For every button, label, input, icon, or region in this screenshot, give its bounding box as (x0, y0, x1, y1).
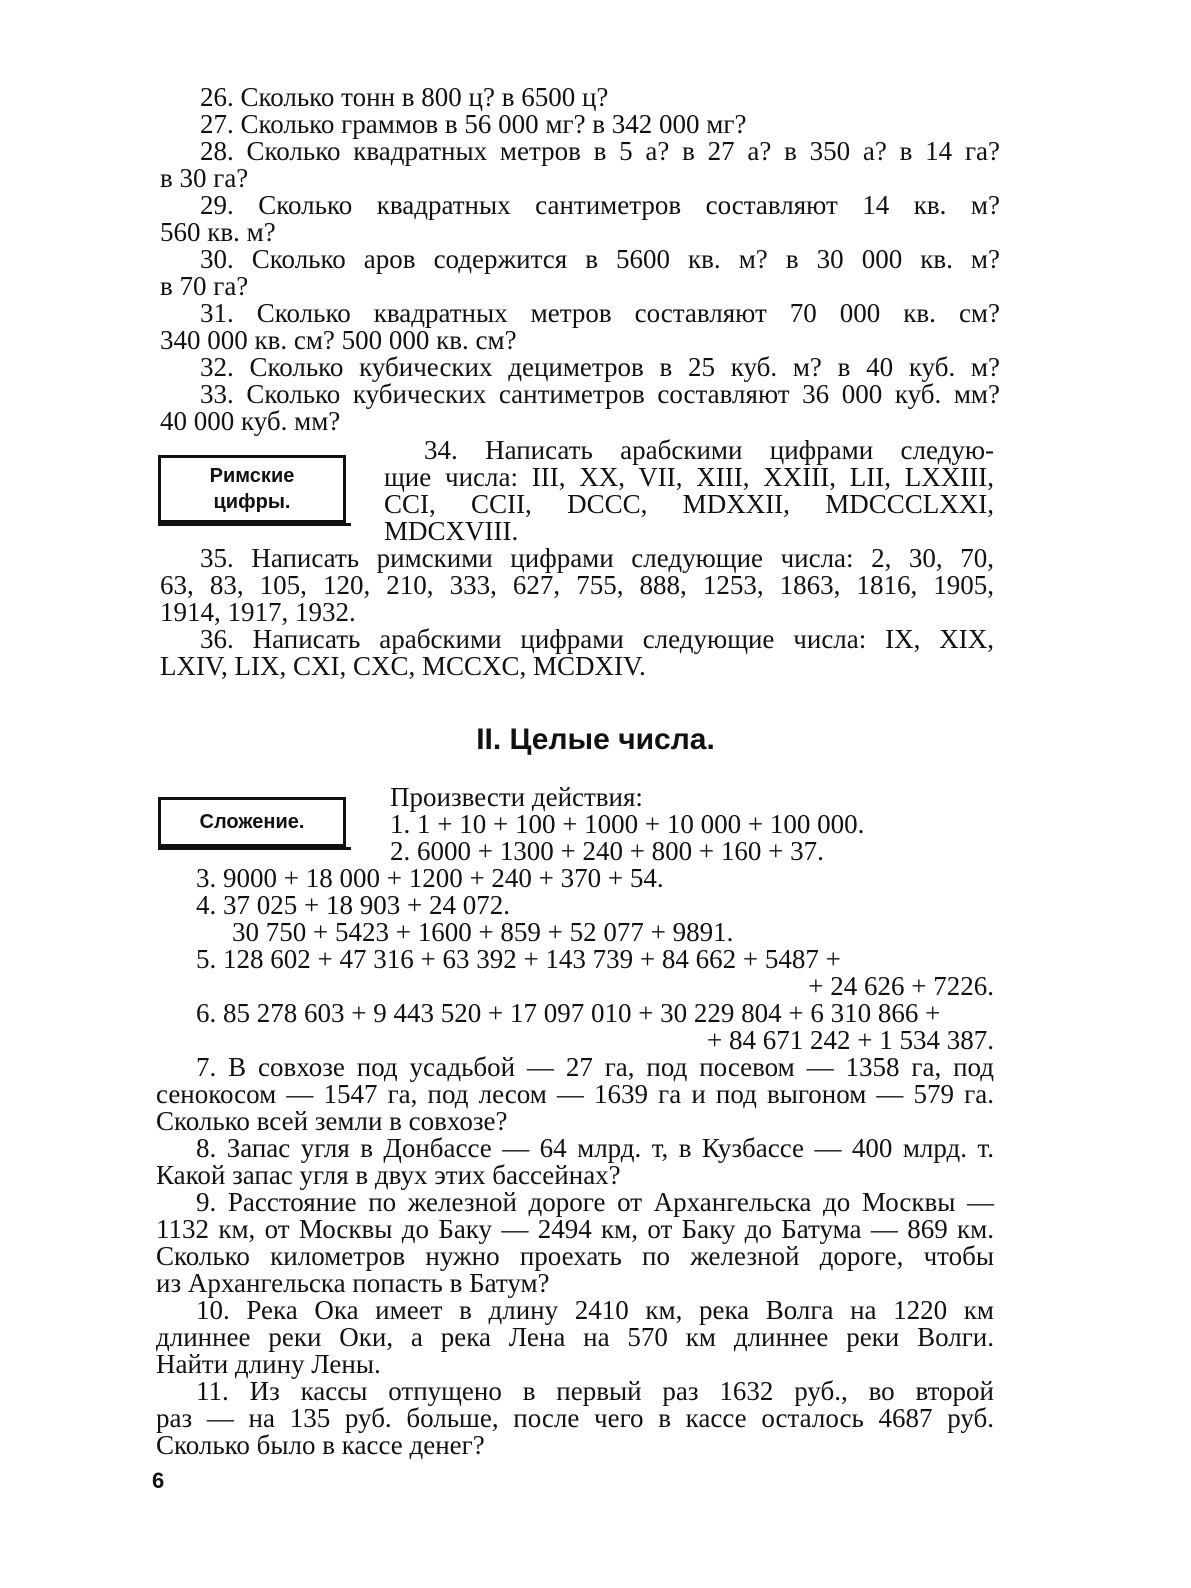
problem-34-line1: 34. Написать арабскими цифрами следую- (424, 435, 994, 465)
problem-10: 10. Река Ока имеет в длину 2410 км, река Волга на 1220 км (196, 1295, 994, 1325)
problem-29-cont: 560 кв. м? (160, 217, 276, 247)
problem-8: 8. Запас угля в Донбассе — 64 млрд. т, в Кузбассе — 400 млрд. т. (196, 1133, 994, 1163)
addition-box-label: Сложение. (199, 811, 305, 833)
problem-36-cont: LXIV, LIX, CXI, CXC, MCCXC, MCDXIV. (160, 651, 646, 681)
problem-35-cont2: 1914, 1917, 1932. (160, 597, 356, 627)
problem-31-cont: 340 000 кв. см? 500 000 кв. см? (160, 325, 517, 355)
problem-29: 29. Сколько квадратных сантиметров составляют 14 кв. м? (200, 190, 1000, 220)
problem-11: 11. Из кассы отпущено в первый раз 1632 руб., во второй (196, 1376, 994, 1406)
problem-35: 35. Написать римскими цифрами следующие числа: 2, 30, 70, (200, 543, 994, 573)
section-title: II. Целые числа. (476, 723, 715, 756)
problem-35-cont1: 63, 83, 105, 120, 210, 333, 627, 755, 888, 1253, 1863, 1816, 1905, (160, 570, 994, 600)
problem-30-cont: в 70 га? (160, 271, 249, 301)
problem-9-cont1: 1132 км, от Москвы до Баку — 2494 км, от Баку до Батума — 869 км. (156, 1214, 994, 1244)
addition-exercise-5: 5. 128 602 + 47 316 + 63 392 + 143 739 + 84 662 + 5487 + (196, 944, 841, 974)
problem-34-line4: MDCXVIII. (384, 516, 519, 546)
addition-box (158, 797, 346, 847)
addition-exercise-1: 1. 1 + 10 + 100 + 1000 + 10 000 + 100 000. (390, 809, 865, 839)
addition-exercise-4: 4. 37 025 + 18 903 + 24 072. (196, 890, 510, 920)
problem-9: 9. Расстояние по железной дороге от Архангельска до Москвы — (196, 1187, 994, 1217)
problem-36: 36. Написать арабскими цифрами следующие числа: IX, XIX, (200, 624, 994, 654)
problem-32: 32. Сколько кубических дециметров в 25 куб. м? в 40 куб. м? (200, 352, 1000, 382)
problem-8-cont: Какой запас угля в двух этих бассейнах? (156, 1160, 621, 1190)
problem-31: 31. Сколько квадратных метров составляют 70 000 кв. см? (200, 298, 1000, 328)
page-number: 6 (152, 1468, 165, 1493)
problem-34-line2: щие числа: III, XX, VII, XIII, XXIII, LII, LXXIII, (384, 462, 994, 492)
problem-28: 28. Сколько квадратных метров в 5 а? в 27 а? в 350 а? в 14 га? (200, 136, 1000, 166)
problem-7-cont2: Сколько всей земли в совхозе? (156, 1106, 508, 1136)
addition-exercise-2: 2. 6000 + 1300 + 240 + 800 + 160 + 37. (390, 836, 824, 866)
problem-9-cont3: из Архангельска попасть в Батум? (156, 1268, 550, 1298)
problem-30: 30. Сколько аров содержится в 5600 кв. м? в 30 000 кв. м? (200, 244, 1000, 274)
problem-27: 27. Сколько граммов в 56 000 мг? в 342 000 мг? (200, 109, 747, 139)
addition-exercise-4b: 30 750 + 5423 + 1600 + 859 + 52 077 + 9891. (232, 917, 734, 947)
addition-exercise-3: 3. 9000 + 18 000 + 1200 + 240 + 370 + 54. (196, 863, 664, 893)
roman-box-label-line2: цифры. (213, 491, 291, 513)
problem-10-cont2: Найти длину Лены. (156, 1349, 381, 1379)
problem-10-cont1: длиннее реки Оки, а река Лена на 570 км длиннее реки Волги. (156, 1322, 994, 1352)
problem-9-cont2: Сколько километров нужно проехать по железной дороге, чтобы (156, 1241, 994, 1271)
problem-7: 7. В совхозе под усадьбой — 27 га, под посевом — 1358 га, под (196, 1052, 994, 1082)
roman-numerals-box (158, 455, 346, 523)
problem-34-line3: CCI, CCII, DCCC, MDXXII, MDCCCLXXI, (384, 489, 994, 519)
addition-exercise-6-cont: + 84 671 242 + 1 534 387. (707, 1025, 994, 1055)
problem-11-cont2: Сколько было в кассе денег? (156, 1430, 485, 1460)
problem-28-cont: в 30 га? (160, 163, 249, 193)
problem-33-cont: 40 000 куб. мм? (160, 406, 341, 436)
addition-exercise-6: 6. 85 278 603 + 9 443 520 + 17 097 010 + 30 229 804 + 6 310 866 + (196, 998, 941, 1028)
problem-11-cont1: раз — на 135 руб. больше, после чего в кассе осталось 4687 руб. (156, 1403, 994, 1433)
problem-33: 33. Сколько кубических сантиметров составляют 36 000 куб. мм? (200, 379, 1000, 409)
roman-box-label-line1: Римские (209, 465, 295, 487)
addition-exercise-5-cont: + 24 626 + 7226. (808, 971, 994, 1001)
addition-intro: Произвести действия: (390, 782, 643, 812)
problem-7-cont1: сенокосом — 1547 га, под лесом — 1639 га и под выгоном — 579 га. (156, 1079, 994, 1109)
problem-26: 26. Сколько тонн в 800 ц? в 6500 ц? (200, 82, 609, 112)
